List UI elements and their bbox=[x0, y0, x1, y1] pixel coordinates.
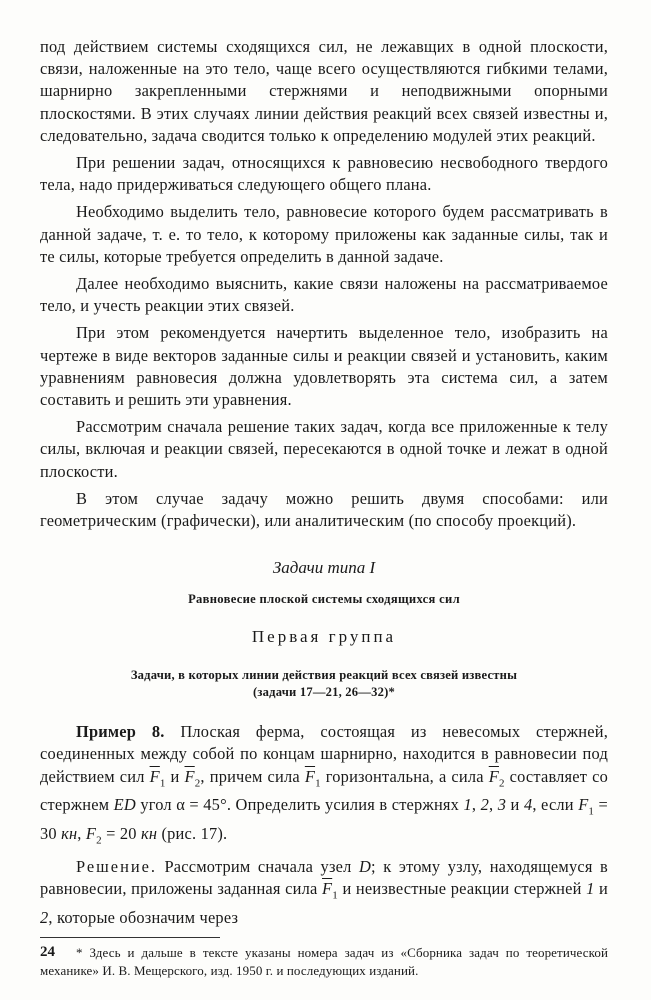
paragraph: При этом рекомендуется начертить выделенное тело, изобразить на чертеже в виде векторов заданные силы и реакции связей и установить, каким уравнениям равновесия должна удовлетворять эта система сил, а затем составить и решить эти уравнения. bbox=[40, 323, 608, 410]
subscript: 1 bbox=[159, 776, 166, 789]
rod-label: ED bbox=[113, 795, 136, 815]
text: ; к этому узлу, находящемуся в равновесии, приложены заданная сила bbox=[40, 857, 608, 899]
section-heading: Задачи типа I bbox=[272, 558, 376, 578]
paragraph: Необходимо выделить тело, равновесие которого будем рассматривать в данной задаче, т. е. то тело, к которому приложены как заданные силы, так и те силы, которые требуется определить в данной задаче. bbox=[40, 202, 608, 266]
unit: кн bbox=[140, 823, 158, 843]
subscript: 2 bbox=[96, 833, 102, 846]
force-symbol: F bbox=[85, 823, 97, 843]
text: , причем сила bbox=[200, 766, 305, 786]
rod-number: 1 bbox=[586, 879, 595, 899]
text: , bbox=[471, 795, 481, 815]
text: и bbox=[594, 879, 608, 899]
force-symbol: $\overline{F}$ bbox=[304, 766, 316, 786]
force-symbol: $\overline{F}$ bbox=[322, 879, 333, 899]
text: (рис. 17). bbox=[157, 823, 228, 843]
subscript: 2 bbox=[498, 776, 505, 789]
force-symbol: $\overline{F}$ bbox=[184, 766, 195, 786]
solution-paragraph bbox=[40, 856, 608, 929]
text: = 30 bbox=[40, 795, 608, 843]
text: и bbox=[165, 766, 185, 786]
solution-label: Решение. bbox=[76, 857, 157, 877]
section-subtitle: Равновесие плоской системы сходящихся сил bbox=[188, 592, 460, 607]
force-symbol: F bbox=[578, 795, 589, 815]
group-subtitle bbox=[40, 667, 608, 701]
subscript: 1 bbox=[588, 805, 595, 818]
text: , которые обозначим через bbox=[48, 907, 239, 927]
rod-number: 4 bbox=[523, 795, 533, 815]
text: и неизвестные реакции стержней bbox=[337, 879, 587, 899]
subscript: 2 bbox=[194, 776, 201, 789]
text: , bbox=[77, 823, 86, 843]
text: = 20 bbox=[101, 823, 141, 843]
footnote: * Здесь и дальше в тексте указаны номера задач из «Сборника задач по теоретической механике» И. В. Мещерского, изд. 1950 г. и последующих изданий. bbox=[40, 945, 608, 979]
rod-number: 1 bbox=[463, 795, 472, 815]
rod-number: 2 bbox=[480, 795, 489, 815]
paragraph: под действием системы сходящихся сил, не лежавщих в одной плоскости, связи, наложенные на это тело, чаще всего осуществляются гибкими телами, шарнирно закрепленными стержнями и неподвижными опорными плоскостями. В этих случаях линии действия реакций всех связей известны и, следовательно, задача сводится только к определению модулей этих реакций. bbox=[40, 37, 608, 145]
group-heading: Первая группа bbox=[251, 627, 397, 647]
group-subtitle-line: (задачи 17—21, 26—32)* bbox=[253, 685, 395, 700]
example-label: Пример 8. bbox=[76, 722, 165, 742]
text: горизонтальна, а сила bbox=[320, 766, 489, 786]
unit: кн bbox=[61, 823, 78, 843]
page-number: 24 bbox=[40, 944, 55, 960]
text: Рассмотрим сначала узел bbox=[157, 857, 359, 877]
rod-number: 3 bbox=[497, 795, 507, 815]
text: и bbox=[506, 795, 524, 815]
text: угол α = 45°. Определить усилия в стержнях bbox=[135, 795, 464, 815]
paragraph: Далее необходимо выяснить, какие связи наложены на рассматриваемое тело, и учесть реакции этих связей. bbox=[40, 274, 608, 316]
subscript: 1 bbox=[315, 776, 321, 789]
text: Плоская ферма, состоящая из невесомых стержней, соединенных между собой по концам шарнирно, находится в равновесии под действием сил bbox=[40, 722, 608, 786]
example-paragraph bbox=[40, 721, 608, 851]
paragraph: Рассмотрим сначала решение таких задач, когда все приложенные к телу силы, включая и реакции связей, пересекаются в одной точке и лежат в одной плоскости. bbox=[40, 417, 608, 481]
group-subtitle-line: Задачи, в которых линии действия реакций всех связей известны bbox=[130, 668, 518, 683]
paragraph: В этом случае задачу можно решить двумя способами: или геометрическим (графически), или аналитическим (по способу проекций). bbox=[40, 488, 608, 531]
text: , bbox=[489, 795, 498, 815]
footnote-divider bbox=[40, 937, 220, 938]
subscript: 1 bbox=[332, 889, 338, 902]
text: составляет со стержнем bbox=[40, 766, 608, 815]
text: , если bbox=[532, 795, 579, 815]
force-symbol: $\overline{F}$ bbox=[149, 766, 160, 786]
paragraph: При решении задач, относящихся к равновесию несвободного твердого тела, надо придерживаться следующего общего плана. bbox=[40, 153, 608, 195]
rod-number: 2 bbox=[40, 907, 49, 927]
force-symbol: $\overline{F}$ bbox=[488, 766, 499, 786]
page-body bbox=[40, 36, 608, 980]
node-label: D bbox=[358, 857, 371, 877]
